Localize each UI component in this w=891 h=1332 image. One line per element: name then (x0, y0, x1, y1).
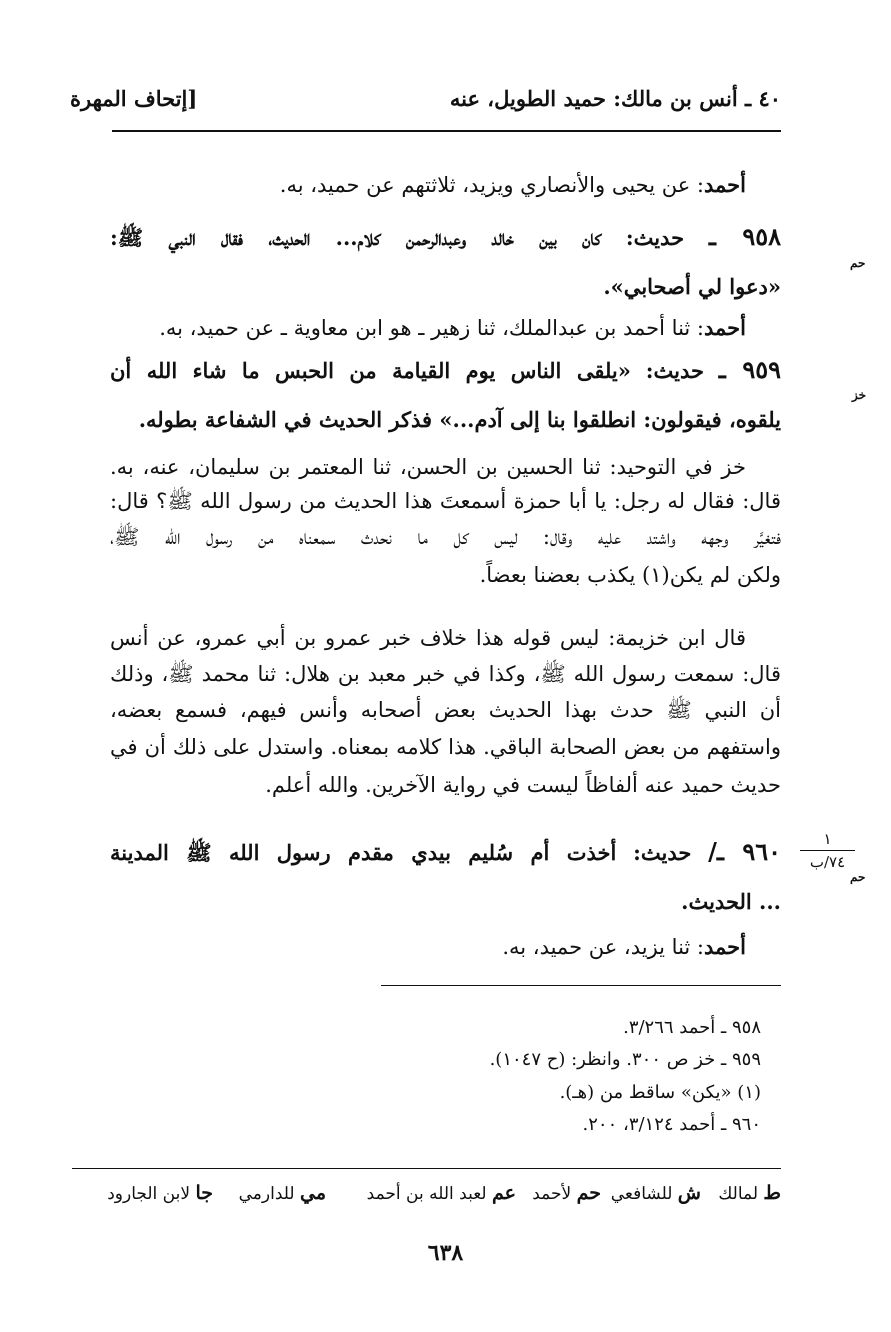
sigla-rule (72, 1168, 781, 1169)
margin-folio-rule (800, 850, 855, 851)
margin-folio-bottom: ٧٤/ب (809, 853, 846, 871)
sigla-key: ش (677, 1182, 701, 1204)
hadith-number: ٩٥٨ ـ (708, 222, 781, 251)
siglum-marker: خز (852, 388, 867, 402)
footnote-rule (381, 985, 781, 986)
text-line-3: «دعوا لي أصحابي». (603, 274, 781, 299)
page-number: ٦٣٨ (427, 1240, 464, 1266)
sigla-item-jarud (107, 1182, 213, 1204)
siglum-ahmad: أحمد (704, 934, 746, 959)
text-line-15: حديث حميد عنه ألفاظاً ليست في رواية الآخرين. والله أعلم. (265, 773, 781, 797)
sigla-key: عم (492, 1182, 516, 1204)
hadith-text: «يلقى الناس يوم القيامة من الحبس ما شاء الله أن (110, 358, 631, 383)
text-line-18-content: : ثنا يزيد، عن حميد، به. (502, 935, 705, 959)
hadith-959-heading (110, 355, 781, 386)
text-line-13: أن النبي ﷺ حدث بهذا الحديث بعض أصحابه وأنس فيهم، فسمع بعضه، (110, 698, 781, 722)
hadith-label: حديث: (645, 358, 704, 383)
sigla-item-ahmad (532, 1182, 601, 1204)
siglum-ahmad: أحمد (704, 172, 746, 197)
running-header-book: [إتحاف المهرة (70, 86, 198, 111)
text-line-8: قال: فقال له رجل: يا أبا حمزة أسمعتَ هذا الحديث من رسول الله ﷺ؟ قال: (110, 489, 781, 513)
hadith-number: ٩٥٩ ـ (718, 355, 781, 384)
hadith-958-heading (110, 222, 781, 253)
text-line-9: فتغيَّر وجهه واشتد عليه وقال: ليس كل ما نحدث سمعناه من رسول الله ﷺ، (110, 525, 781, 549)
text-line-10: ولكن لم يكن(١) يكذب بعضنا بعضاً. (479, 563, 781, 587)
sigla-key: مي (299, 1182, 326, 1204)
margin-folio-note (800, 830, 855, 871)
sigla-key: جا (195, 1182, 213, 1204)
sigla-value: لابن الجارود (107, 1184, 191, 1204)
footnote-958: ٩٥٨ ـ أحمد ٣/٢٦٦. (623, 1017, 761, 1038)
text-line-14: واستفهم من بعض الصحابة الباقي. هذا كلامه بمعناه. واستدل على ذلك أن في (110, 735, 781, 759)
text-line-12: قال: سمعت رسول الله ﷺ، وكذا في خبر معبد بن هلال: ثنا محمد ﷺ، وذلك (110, 662, 781, 686)
sigla-item-darimi (239, 1182, 326, 1204)
text-line-17: ... الحديث. (681, 889, 781, 914)
footnote-960: ٩٦٠ ـ أحمد ٣/١٢٤، ٢٠٠. (582, 1114, 761, 1135)
sigla-key: حم (576, 1182, 601, 1204)
text-line-7: خز في التوحيد: ثنا الحسين بن الحسن، ثنا المعتمر بن سليمان، عنه، به. (110, 455, 746, 479)
text-line-1 (280, 170, 746, 200)
sigla-value: لأحمد (532, 1184, 572, 1204)
text-line-6: يلقوه، فيقولون: انطلقوا بنا إلى آدم...» فذكر الحديث في الشفاعة بطوله. (138, 407, 781, 432)
text-line-1-content: : عن يحيى والأنصاري ويزيد، ثلاثتهم عن حميد، به. (279, 173, 705, 197)
sigla-key: ط (763, 1182, 781, 1204)
hadith-text: أخذت أم سُليم بيدي مقدم رسول الله ﷺ المدينة (110, 840, 617, 865)
footnote-959: ٩٥٩ ـ خز ص ٣٠٠. وانظر: (ح ١٠٤٧). (489, 1049, 761, 1070)
sigla-value: للدارمي (238, 1184, 295, 1204)
hadith-label: حديث: (633, 840, 692, 865)
sigla-item-malik (718, 1182, 781, 1204)
hadith-label: حديث: (625, 225, 685, 250)
siglum-ahmad: أحمد (704, 315, 746, 340)
footnote-1: (١) «يكن» ساقط من (هـ). (559, 1082, 761, 1103)
hadith-960-heading (110, 837, 781, 868)
running-header-title: ٤٠ ـ أنس بن مالك: حميد الطويل، عنه (449, 86, 781, 111)
text-line-4 (159, 313, 746, 343)
sigla-value: لمالك (718, 1184, 759, 1204)
sigla-item-abdullah (367, 1182, 516, 1204)
text-line-4-content: : ثنا أحمد بن عبدالملك، ثنا زهير ـ هو ابن معاوية ـ عن حميد، به. (159, 316, 705, 340)
text-line-11: قال ابن خزيمة: ليس قوله هذا خلاف خبر عمرو بن أبي عمرو، عن أنس (110, 626, 746, 650)
text-line-18 (502, 932, 746, 962)
sigla-item-shafii (611, 1182, 701, 1204)
siglum-marker: حم (850, 256, 866, 270)
sigla-value: لعبد الله بن أحمد (366, 1184, 487, 1204)
header-rule (112, 130, 781, 132)
hadith-number: ٩٦٠ ـ/ (708, 837, 781, 866)
sigla-value: للشافعي (610, 1184, 673, 1204)
margin-folio-top: ١ (823, 830, 832, 848)
hadith-text: كان بين خالد وعبدالرحمن كلام... الحديث، فقال النبي ﷺ: (110, 225, 602, 250)
siglum-marker: حم (850, 870, 866, 884)
